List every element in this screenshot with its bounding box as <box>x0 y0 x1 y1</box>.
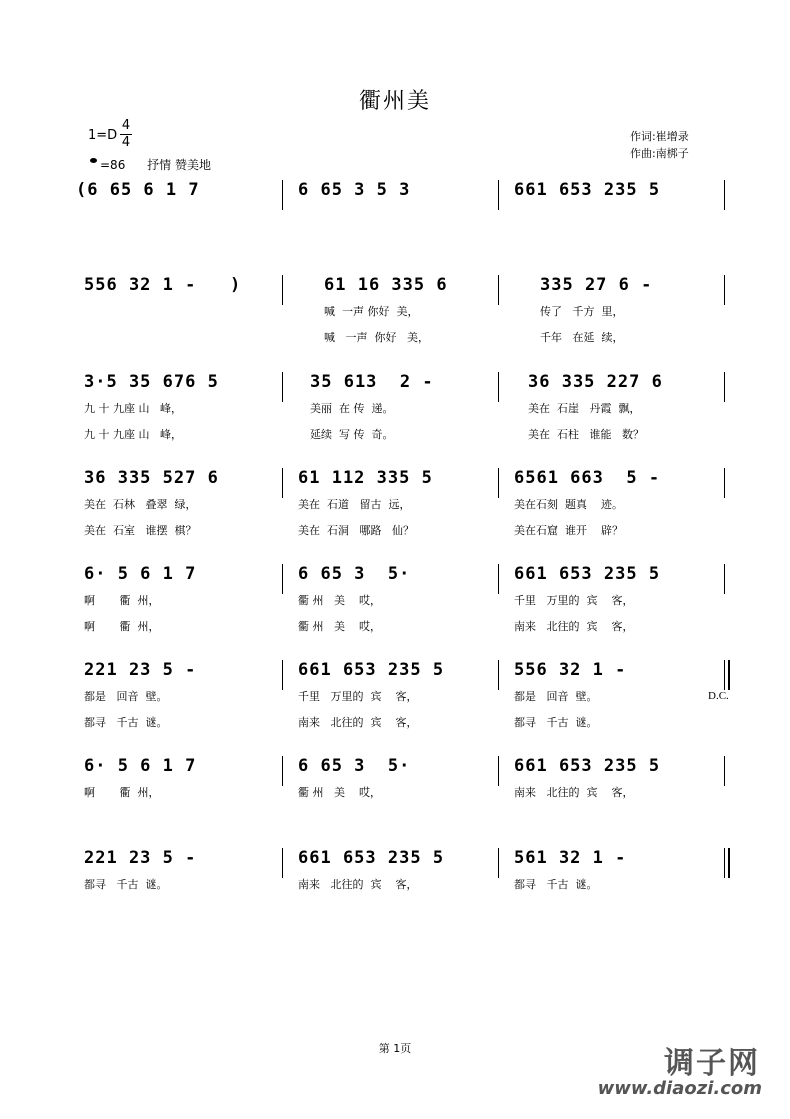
bar-line <box>282 660 283 690</box>
lyric-line-1: 美在石刻 题真 迹。 <box>514 498 623 511</box>
bar-line <box>498 372 499 402</box>
site-logo: 调子网 <box>664 1046 760 1081</box>
lyric-line-2: 啊 衢 州， <box>84 620 160 633</box>
lyric-line-2: 美在 石室 谁摆 棋？ <box>84 524 197 537</box>
lyric-line-1: 衢 州 美 哎， <box>298 786 381 799</box>
lyric-line-2: 南来 北往的 宾 客， <box>298 716 418 729</box>
measure: 335 27 6 - <box>540 275 653 295</box>
site-url: www.diaozi.com <box>597 1078 762 1099</box>
lyric-line-1: 美在 石崖 丹霞 飘， <box>528 402 641 415</box>
bar-line <box>724 848 725 878</box>
time-bottom: 4 <box>121 135 131 150</box>
bar-line <box>498 756 499 786</box>
lyric-line-1: 千里 万里的 宾 客， <box>514 594 634 607</box>
lyric-line-2: 都寻 千古 谜。 <box>84 716 168 729</box>
end-bar-line <box>728 660 730 690</box>
lyric-line-1: 千里 万里的 宾 客， <box>298 690 418 703</box>
lyric-line-1: 衢 州 美 哎， <box>298 594 381 607</box>
bar-line <box>498 180 499 210</box>
bar-line <box>498 468 499 498</box>
lyric-line-1: 啊 衢 州， <box>84 594 160 607</box>
measure: 3·5 35 676 5 <box>84 372 219 392</box>
lyric-line-2: 美在 石柱 谁能 数？ <box>528 428 644 441</box>
measure: (6 65 6 1 7 <box>76 180 200 200</box>
bar-line <box>724 275 725 305</box>
bar-line <box>724 756 725 786</box>
key-signature: 1=D <box>88 128 118 143</box>
lyric-line-2: 美在 石洞 哪路 仙？ <box>298 524 414 537</box>
measure: 6 65 3 5· <box>298 564 411 584</box>
lyric-line-1: 传了 千方 里， <box>540 305 624 318</box>
measure: 61 16 335 6 <box>324 275 448 295</box>
lyric-line-2: 美在石窟 谁开 辟？ <box>514 524 623 537</box>
measure: 556 32 1 - ) <box>84 275 242 295</box>
measure: 661 653 235 5 <box>514 564 661 584</box>
bar-line <box>724 372 725 402</box>
da-capo: D.C. <box>708 690 729 702</box>
lyric-line-2: 衢 州 美 哎， <box>298 620 381 633</box>
bar-line <box>282 372 283 402</box>
bar-line <box>282 756 283 786</box>
composer: 作曲:南梆子 <box>630 147 689 160</box>
tempo-value: =86 <box>100 158 126 172</box>
measure: 6561 663 5 - <box>514 468 661 488</box>
bar-line <box>498 275 499 305</box>
lyric-line-2: 千年 在延 续， <box>540 331 624 344</box>
measure: 561 32 1 - <box>514 848 627 868</box>
bar-line <box>724 564 725 594</box>
end-bar-line <box>728 848 730 878</box>
measure: 36 335 227 6 <box>528 372 663 392</box>
measure: 6 65 3 5· <box>298 756 411 776</box>
measure: 661 653 235 5 <box>514 180 661 200</box>
lyric-line-1: 都是 回音 壁。 <box>84 690 168 703</box>
bar-line <box>282 275 283 305</box>
lyricist: 作词:崔增录 <box>630 130 689 143</box>
measure: 221 23 5 - <box>84 660 197 680</box>
lyric-line-1: 都寻 千古 谜。 <box>514 878 598 891</box>
bar-line <box>282 848 283 878</box>
lyric-line-1: 美在 石道 留古 远， <box>298 498 411 511</box>
measure: 6· 5 6 1 7 <box>84 564 197 584</box>
lyric-line-1: 都是 回音 壁。 <box>514 690 598 703</box>
lyric-line-1: 美在 石林 叠翠 绿， <box>84 498 197 511</box>
tempo <box>100 156 211 173</box>
measure: 6 65 3 5 3 <box>298 180 411 200</box>
bar-line <box>498 848 499 878</box>
measure: 556 32 1 - <box>514 660 627 680</box>
lyric-line-2: 延续 写 传 奇。 <box>310 428 394 441</box>
page-number: 第 1页 <box>378 1042 412 1055</box>
credits <box>630 128 689 162</box>
lyric-line-1: 都寻 千古 谜。 <box>84 878 168 891</box>
lyric-line-1: 南来 北往的 宾 客， <box>298 878 418 891</box>
measure: 661 653 235 5 <box>514 756 661 776</box>
measure: 221 23 5 - <box>84 848 197 868</box>
lyric-line-2: 九 十 九座 山 峰， <box>84 428 182 441</box>
time-signature <box>120 118 132 151</box>
bar-line <box>282 564 283 594</box>
bar-line <box>498 564 499 594</box>
bar-line <box>724 468 725 498</box>
bar-line <box>498 660 499 690</box>
lyric-line-2: 喊 一声 你好 美， <box>324 331 429 344</box>
measure: 661 653 235 5 <box>298 660 445 680</box>
bar-line <box>282 180 283 210</box>
lyric-line-1: 南来 北往的 宾 客， <box>514 786 634 799</box>
measure: 36 335 527 6 <box>84 468 219 488</box>
lyric-line-2: 都寻 千古 谜。 <box>514 716 598 729</box>
song-title: 衢州美 <box>358 89 431 114</box>
lyric-line-2: 南来 北往的 宾 客， <box>514 620 634 633</box>
measure: 61 112 335 5 <box>298 468 433 488</box>
bar-line <box>724 180 725 210</box>
lyric-line-1: 九 十 九座 山 峰， <box>84 402 182 415</box>
measure: 6· 5 6 1 7 <box>84 756 197 776</box>
lyric-line-1: 啊 衢 州， <box>84 786 160 799</box>
bar-line <box>724 660 725 690</box>
quarter-note-icon <box>90 158 97 163</box>
measure: 35 613 2 - <box>310 372 434 392</box>
measure: 661 653 235 5 <box>298 848 445 868</box>
expression: 抒情 赞美地 <box>147 158 211 172</box>
lyric-line-1: 美丽 在 传 递。 <box>310 402 394 415</box>
lyric-line-1: 喊 一声 你好 美， <box>324 305 419 318</box>
time-top: 4 <box>121 118 131 133</box>
bar-line <box>282 468 283 498</box>
